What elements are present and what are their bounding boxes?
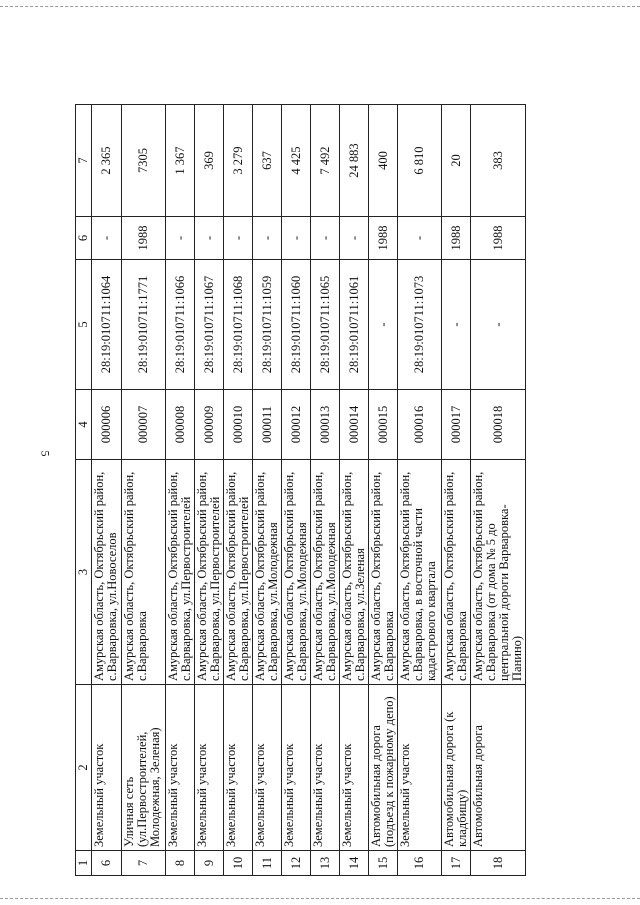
address-cell: Амурская область, Октябрьский район, с.Варваровка, ул.Молодежная [282, 460, 311, 685]
year-cell: 1988 [471, 217, 526, 260]
table-row [166, 105, 195, 876]
table-row [195, 105, 224, 876]
object-name-cell: Автомобильная дорога (подъезд к пожарному депо) [369, 685, 398, 851]
address-cell: Амурская область, Октябрьский район, с.Варваровка [369, 460, 398, 685]
value-cell: 369 [195, 105, 224, 217]
year-cell: 1988 [369, 217, 398, 260]
inventory-code-cell: 000010 [224, 390, 253, 460]
value-cell: 7305 [122, 105, 166, 217]
year-cell: - [311, 217, 340, 260]
year-cell: - [195, 217, 224, 260]
value-cell: 1 367 [166, 105, 195, 217]
table-row [442, 105, 471, 876]
table-row [92, 105, 122, 876]
object-name-cell: Земельный участок [224, 685, 253, 851]
address-cell: Амурская область, Октябрьский район, с.Варваровка [442, 460, 471, 685]
rotated-table-container [0, 60, 560, 905]
cadastral-number-cell: - [442, 260, 471, 390]
row-number-cell: 9 [195, 851, 224, 876]
inventory-code-cell: 000018 [471, 390, 526, 460]
address-cell: Амурская область, Октябрьский район, с.Варваровка, ул.Молодежная [311, 460, 340, 685]
cadastral-number-cell: 28:19:010711:1073 [398, 260, 442, 390]
value-cell: 24 883 [340, 105, 369, 217]
address-cell: Амурская область, Октябрьский район, с.Варваровка, в восточной части кадастрового квартала [398, 460, 442, 685]
row-number-cell: 17 [442, 851, 471, 876]
object-name-cell: Автомобильная дорога (к кладбищу) [442, 685, 471, 851]
address-cell: Амурская область, Октябрьский район, с.Варваровка [122, 460, 166, 685]
row-number-cell: 6 [92, 851, 122, 876]
inventory-code-cell: 000009 [195, 390, 224, 460]
column-header: 5 [76, 260, 92, 390]
row-number-cell: 12 [282, 851, 311, 876]
column-header: 1 [76, 851, 92, 876]
column-header: 7 [76, 105, 92, 217]
inventory-code-cell: 000011 [253, 390, 282, 460]
inventory-code-cell: 000012 [282, 390, 311, 460]
column-header: 3 [76, 460, 92, 685]
cadastral-number-cell: 28:19:010711:1067 [195, 260, 224, 390]
object-name-cell: Земельный участок [282, 685, 311, 851]
year-cell: - [166, 217, 195, 260]
year-cell: - [92, 217, 122, 260]
value-cell: 3 279 [224, 105, 253, 217]
object-name-cell: Земельный участок [340, 685, 369, 851]
row-number-cell: 7 [122, 851, 166, 876]
table-row [340, 105, 369, 876]
row-number-cell: 18 [471, 851, 526, 876]
year-cell: 1988 [122, 217, 166, 260]
address-cell: Амурская область, Октябрьский район, с.Варваровка, ул.Молодежная [253, 460, 282, 685]
row-number-cell: 15 [369, 851, 398, 876]
table-row [369, 105, 398, 876]
year-cell: - [253, 217, 282, 260]
row-number-cell: 10 [224, 851, 253, 876]
table-row [122, 105, 166, 876]
year-cell: - [224, 217, 253, 260]
value-cell: 7 492 [311, 105, 340, 217]
object-name-cell: Земельный участок [253, 685, 282, 851]
object-name-cell: Земельный участок [311, 685, 340, 851]
table-row [398, 105, 442, 876]
column-header: 2 [76, 685, 92, 851]
object-name-cell: Земельный участок [166, 685, 195, 851]
row-number-cell: 16 [398, 851, 442, 876]
column-number-row [76, 105, 92, 876]
value-cell: 4 425 [282, 105, 311, 217]
inventory-code-cell: 000008 [166, 390, 195, 460]
object-name-cell: Земельный участок [92, 685, 122, 851]
value-cell: 383 [471, 105, 526, 217]
cadastral-number-cell: - [369, 260, 398, 390]
address-cell: Амурская область, Октябрьский район, с.Варваровка (от дома № 5 до центральной дороги Варваровка-Панино) [471, 460, 526, 685]
year-cell: - [340, 217, 369, 260]
object-name-cell: Автомобильная дорога [471, 685, 526, 851]
table-row [224, 105, 253, 876]
cadastral-number-cell: - [471, 260, 526, 390]
table-row [311, 105, 340, 876]
object-name-cell: Уличная сеть (ул.Первостроителей, Молодежная, Зеленая) [122, 685, 166, 851]
value-cell: 637 [253, 105, 282, 217]
value-cell: 400 [369, 105, 398, 217]
scan-edge-top [0, 6, 640, 7]
table-row [282, 105, 311, 876]
year-cell: 1988 [442, 217, 471, 260]
cadastral-number-cell: 28:19:010711:1064 [92, 260, 122, 390]
cadastral-number-cell: 28:19:010711:1061 [340, 260, 369, 390]
cadastral-number-cell: 28:19:010711:1771 [122, 260, 166, 390]
address-cell: Амурская область, Октябрьский район, с.Варваровка, ул.Новоселов [92, 460, 122, 685]
row-number-cell: 14 [340, 851, 369, 876]
table-row [471, 105, 526, 876]
inventory-code-cell: 000016 [398, 390, 442, 460]
inventory-code-cell: 000007 [122, 390, 166, 460]
cadastral-number-cell: 28:19:010711:1059 [253, 260, 282, 390]
object-name-cell: Земельный участок [195, 685, 224, 851]
value-cell: 20 [442, 105, 471, 217]
year-cell: - [398, 217, 442, 260]
value-cell: 2 365 [92, 105, 122, 217]
object-name-cell: Земельный участок [398, 685, 442, 851]
inventory-code-cell: 000015 [369, 390, 398, 460]
address-cell: Амурская область, Октябрьский район, с.Варваровка, ул.Первостроителей [224, 460, 253, 685]
address-cell: Амурская область, Октябрьский район, с.Варваровка, ул.Первостроителей [166, 460, 195, 685]
cadastral-number-cell: 28:19:010711:1066 [166, 260, 195, 390]
table-row [253, 105, 282, 876]
value-cell: 6 810 [398, 105, 442, 217]
row-number-cell: 13 [311, 851, 340, 876]
property-table [75, 104, 526, 876]
inventory-code-cell: 000006 [92, 390, 122, 460]
page-number: 5 [38, 450, 53, 457]
address-cell: Амурская область, Октябрьский район, с.Варваровка, ул.Зеленая [340, 460, 369, 685]
inventory-code-cell: 000013 [311, 390, 340, 460]
address-cell: Амурская область, Октябрьский район, с.Варваровка, ул.Первостроителей [195, 460, 224, 685]
row-number-cell: 11 [253, 851, 282, 876]
cadastral-number-cell: 28:19:010711:1060 [282, 260, 311, 390]
cadastral-number-cell: 28:19:010711:1068 [224, 260, 253, 390]
column-header: 6 [76, 217, 92, 260]
cadastral-number-cell: 28:19:010711:1065 [311, 260, 340, 390]
year-cell: - [282, 217, 311, 260]
row-number-cell: 8 [166, 851, 195, 876]
column-header: 4 [76, 390, 92, 460]
inventory-code-cell: 000017 [442, 390, 471, 460]
inventory-code-cell: 000014 [340, 390, 369, 460]
